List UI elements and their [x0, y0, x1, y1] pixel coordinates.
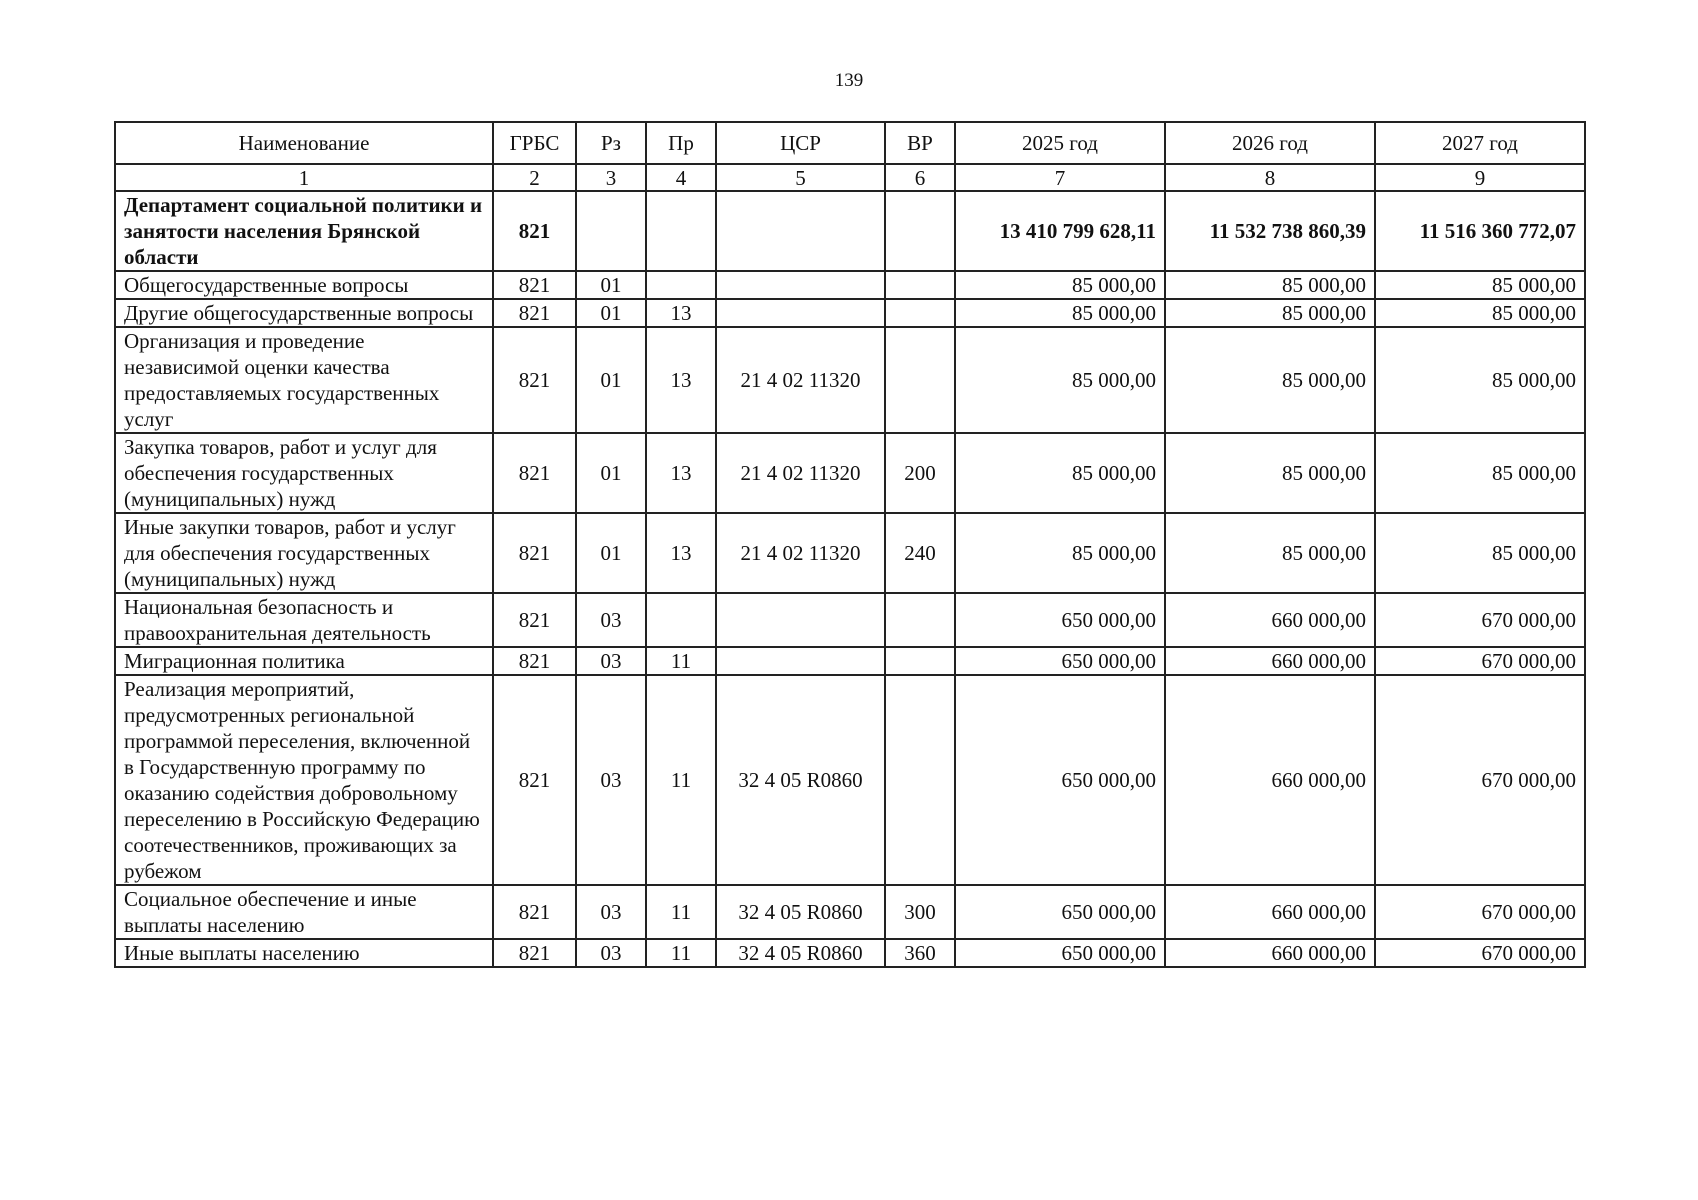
amount-2026: 85 000,00	[1165, 327, 1375, 433]
pr-cell: 11	[646, 885, 716, 939]
grbs-cell: 821	[493, 271, 576, 299]
amount-2027: 670 000,00	[1375, 593, 1585, 647]
row-name: Национальная безопасность и правоохранительная деятельность	[115, 593, 493, 647]
page-number: 139	[834, 70, 864, 91]
row-name: Общегосударственные вопросы	[115, 271, 493, 299]
column-header-csr: ЦСР	[716, 122, 885, 164]
csr-cell	[716, 299, 885, 327]
row-name: Организация и проведение независимой оценки качества предоставляемых государственных услуг	[115, 327, 493, 433]
column-number: 7	[955, 164, 1165, 191]
vr-cell: 200	[885, 433, 955, 513]
pr-cell: 13	[646, 327, 716, 433]
csr-cell: 32 4 05 R0860	[716, 675, 885, 885]
row-name: Реализация мероприятий, предусмотренных региональной программой переселения, включенной в Государственную программу по оказанию содействия добровольному переселению в Российскую Федерацию соотечественников, проживающих за рубежом	[115, 675, 493, 885]
row-name: Миграционная политика	[115, 647, 493, 675]
vr-cell: 240	[885, 513, 955, 593]
csr-cell	[716, 593, 885, 647]
amount-2025: 650 000,00	[955, 593, 1165, 647]
column-number: 2	[493, 164, 576, 191]
column-number: 8	[1165, 164, 1375, 191]
amount-2026: 660 000,00	[1165, 885, 1375, 939]
table-body	[115, 191, 1585, 967]
table-row	[115, 675, 1585, 885]
pr-cell: 11	[646, 675, 716, 885]
csr-cell	[716, 191, 885, 271]
grbs-cell: 821	[493, 191, 576, 271]
amount-2025: 13 410 799 628,11	[955, 191, 1165, 271]
vr-cell	[885, 191, 955, 271]
rz-cell: 01	[576, 327, 646, 433]
grbs-cell: 821	[493, 939, 576, 967]
rz-cell: 01	[576, 433, 646, 513]
amount-2027: 11 516 360 772,07	[1375, 191, 1585, 271]
amount-2027: 85 000,00	[1375, 433, 1585, 513]
table-row	[115, 433, 1585, 513]
pr-cell: 13	[646, 433, 716, 513]
amount-2026: 85 000,00	[1165, 433, 1375, 513]
amount-2025: 85 000,00	[955, 299, 1165, 327]
pr-cell	[646, 271, 716, 299]
pr-cell	[646, 191, 716, 271]
column-header-rz: Рз	[576, 122, 646, 164]
header-row	[115, 122, 1585, 164]
rz-cell: 01	[576, 513, 646, 593]
amount-2026: 11 532 738 860,39	[1165, 191, 1375, 271]
csr-cell: 21 4 02 11320	[716, 433, 885, 513]
rz-cell	[576, 191, 646, 271]
amount-2026: 85 000,00	[1165, 299, 1375, 327]
table-row	[115, 647, 1585, 675]
amount-2027: 85 000,00	[1375, 271, 1585, 299]
vr-cell	[885, 271, 955, 299]
amount-2025: 650 000,00	[955, 885, 1165, 939]
amount-2026: 660 000,00	[1165, 675, 1375, 885]
rz-cell: 03	[576, 675, 646, 885]
column-number: 5	[716, 164, 885, 191]
table-row	[115, 513, 1585, 593]
table-row	[115, 939, 1585, 967]
vr-cell	[885, 675, 955, 885]
csr-cell: 21 4 02 11320	[716, 513, 885, 593]
amount-2027: 670 000,00	[1375, 675, 1585, 885]
pr-cell: 11	[646, 939, 716, 967]
rz-cell: 03	[576, 647, 646, 675]
column-header-pr: Пр	[646, 122, 716, 164]
grbs-cell: 821	[493, 647, 576, 675]
csr-cell	[716, 647, 885, 675]
vr-cell: 360	[885, 939, 955, 967]
rz-cell: 03	[576, 885, 646, 939]
amount-2025: 650 000,00	[955, 647, 1165, 675]
row-name: Другие общегосударственные вопросы	[115, 299, 493, 327]
row-name: Иные выплаты населению	[115, 939, 493, 967]
column-number: 6	[885, 164, 955, 191]
table-row	[115, 885, 1585, 939]
table-row	[115, 327, 1585, 433]
amount-2027: 670 000,00	[1375, 647, 1585, 675]
grbs-cell: 821	[493, 885, 576, 939]
amount-2025: 85 000,00	[955, 513, 1165, 593]
grbs-cell: 821	[493, 299, 576, 327]
column-number: 9	[1375, 164, 1585, 191]
pr-cell	[646, 593, 716, 647]
column-header-2027: 2027 год	[1375, 122, 1585, 164]
vr-cell	[885, 647, 955, 675]
pr-cell: 11	[646, 647, 716, 675]
amount-2026: 85 000,00	[1165, 271, 1375, 299]
amount-2026: 660 000,00	[1165, 939, 1375, 967]
amount-2025: 650 000,00	[955, 675, 1165, 885]
amount-2025: 85 000,00	[955, 433, 1165, 513]
amount-2027: 670 000,00	[1375, 939, 1585, 967]
column-header-2026: 2026 год	[1165, 122, 1375, 164]
pr-cell: 13	[646, 513, 716, 593]
rz-cell: 03	[576, 593, 646, 647]
grbs-cell: 821	[493, 593, 576, 647]
pr-cell: 13	[646, 299, 716, 327]
amount-2027: 85 000,00	[1375, 299, 1585, 327]
table-row	[115, 299, 1585, 327]
column-header-vr: ВР	[885, 122, 955, 164]
column-header-grbs: ГРБС	[493, 122, 576, 164]
csr-cell	[716, 271, 885, 299]
vr-cell	[885, 593, 955, 647]
vr-cell: 300	[885, 885, 955, 939]
vr-cell	[885, 299, 955, 327]
grbs-cell: 821	[493, 675, 576, 885]
column-number: 3	[576, 164, 646, 191]
budget-table	[114, 121, 1586, 968]
csr-cell: 32 4 05 R0860	[716, 885, 885, 939]
amount-2025: 85 000,00	[955, 271, 1165, 299]
row-name: Иные закупки товаров, работ и услуг для обеспечения государственных (муниципальных) нужд	[115, 513, 493, 593]
grbs-cell: 821	[493, 433, 576, 513]
column-header-name: Наименование	[115, 122, 493, 164]
column-number: 4	[646, 164, 716, 191]
column-number: 1	[115, 164, 493, 191]
rz-cell: 01	[576, 271, 646, 299]
amount-2027: 85 000,00	[1375, 327, 1585, 433]
rz-cell: 03	[576, 939, 646, 967]
csr-cell: 32 4 05 R0860	[716, 939, 885, 967]
amount-2027: 85 000,00	[1375, 513, 1585, 593]
amount-2026: 660 000,00	[1165, 647, 1375, 675]
csr-cell: 21 4 02 11320	[716, 327, 885, 433]
row-name: Закупка товаров, работ и услуг для обеспечения государственных (муниципальных) нужд	[115, 433, 493, 513]
grbs-cell: 821	[493, 513, 576, 593]
column-header-2025: 2025 год	[955, 122, 1165, 164]
table-row	[115, 191, 1585, 271]
amount-2025: 85 000,00	[955, 327, 1165, 433]
column-number-row	[115, 164, 1585, 191]
row-name: Социальное обеспечение и иные выплаты населению	[115, 885, 493, 939]
amount-2026: 660 000,00	[1165, 593, 1375, 647]
grbs-cell: 821	[493, 327, 576, 433]
table-row	[115, 593, 1585, 647]
table-row	[115, 271, 1585, 299]
amount-2025: 650 000,00	[955, 939, 1165, 967]
vr-cell	[885, 327, 955, 433]
amount-2027: 670 000,00	[1375, 885, 1585, 939]
rz-cell: 01	[576, 299, 646, 327]
row-name: Департамент социальной политики и занятости населения Брянской области	[115, 191, 493, 271]
amount-2026: 85 000,00	[1165, 513, 1375, 593]
